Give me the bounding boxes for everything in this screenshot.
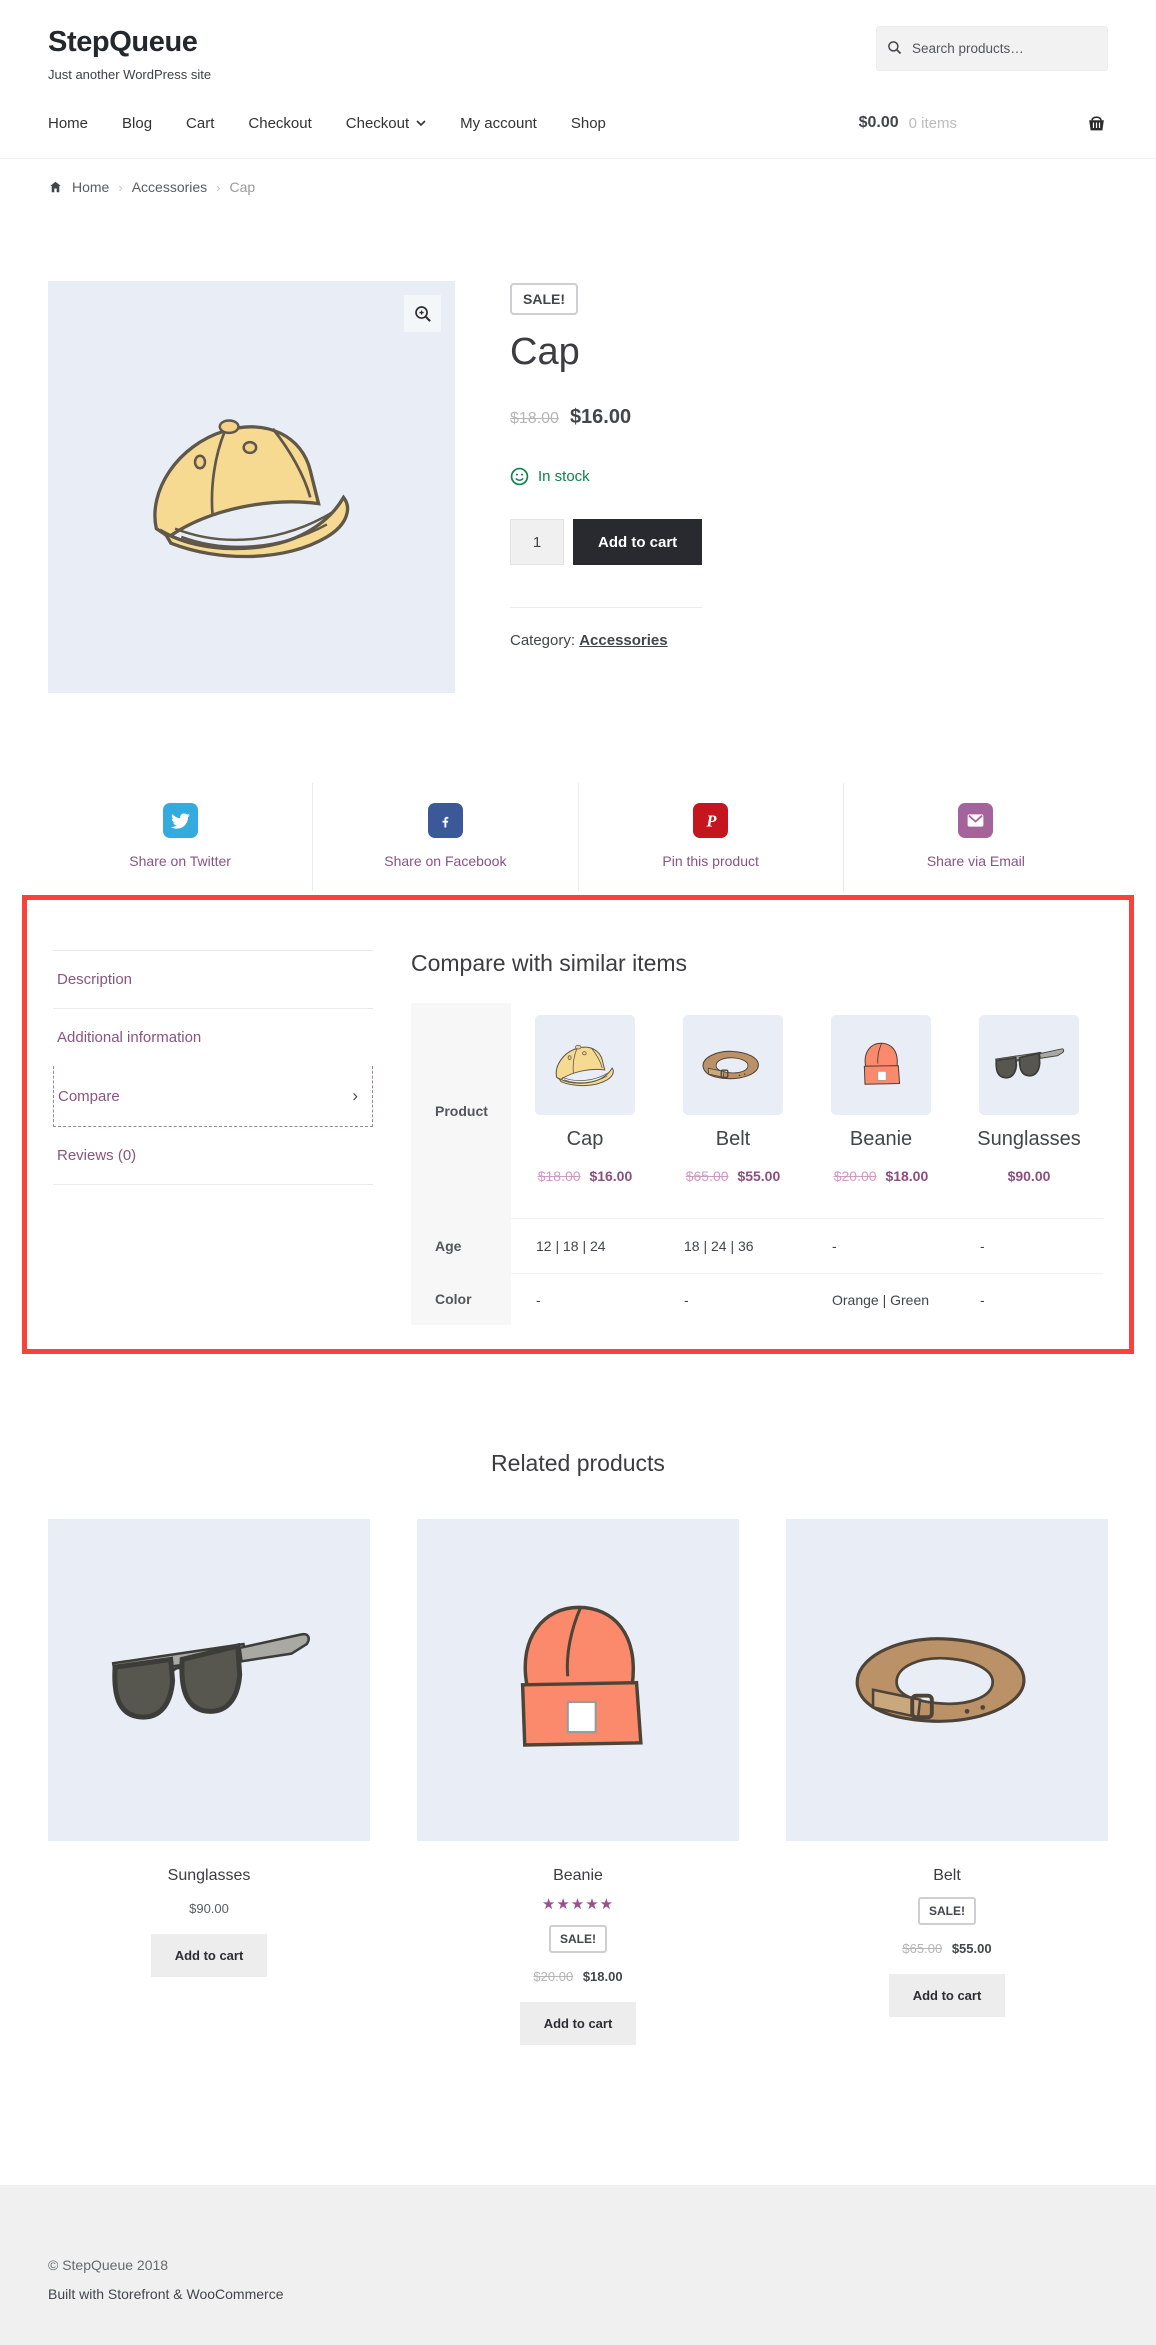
breadcrumb xyxy=(48,159,1108,215)
breadcrumb-separator: › xyxy=(118,179,123,195)
footer-credits: Built with Storefront & WooCommerce xyxy=(48,2286,284,2302)
footer-copyright: © StepQueue 2018 xyxy=(48,2257,169,2273)
nav-item-blog[interactable]: Blog xyxy=(122,114,153,132)
category-label: Category: xyxy=(510,632,576,649)
site-tagline: Just another WordPress site xyxy=(48,67,212,82)
compare-name-beanie[interactable]: Beanie xyxy=(849,1128,913,1150)
price-old: $65.00 xyxy=(902,1941,943,1956)
compare-price-beanie xyxy=(834,1168,929,1184)
belt-illustration xyxy=(694,1042,772,1088)
tab-compare-label: Compare xyxy=(58,1087,120,1105)
nav-item-checkout[interactable]: Checkout xyxy=(248,114,312,132)
beanie-illustration xyxy=(849,1033,913,1097)
compare-row-label-product: Product xyxy=(411,1003,511,1218)
related-title-beanie[interactable]: Beanie xyxy=(553,1867,603,1884)
breadcrumb-separator: › xyxy=(216,179,221,195)
site-header xyxy=(0,0,1156,159)
related-image-beanie[interactable] xyxy=(417,1519,739,1841)
compare-thumb-belt[interactable] xyxy=(683,1015,783,1115)
cart-basket-button[interactable] xyxy=(1085,112,1108,134)
related-image-sunglasses[interactable] xyxy=(48,1519,370,1841)
basket-icon xyxy=(1085,112,1108,134)
tab-compare[interactable] xyxy=(53,1066,373,1127)
tab-reviews[interactable]: Reviews (0) xyxy=(53,1127,373,1185)
related-card-beanie xyxy=(417,1519,739,2045)
price-new: $90.00 xyxy=(1007,1168,1051,1184)
compare-name-belt[interactable]: Belt xyxy=(715,1128,751,1150)
sale-badge: SALE! xyxy=(918,1897,976,1925)
compare-product-cap xyxy=(511,1003,659,1218)
related-card-belt xyxy=(786,1519,1108,2045)
share-pinterest-label: Pin this product xyxy=(662,853,759,869)
compare-price-sunglasses xyxy=(1008,1168,1051,1184)
pinterest-icon xyxy=(693,803,728,838)
sale-badge: SALE! xyxy=(510,283,578,315)
chevron-right-icon: › xyxy=(352,1086,358,1105)
product-section xyxy=(48,281,1108,693)
related-add-to-cart-sunglasses[interactable]: Add to cart xyxy=(151,1934,268,1977)
price-old: $65.00 xyxy=(685,1168,729,1184)
category-link[interactable]: Accessories xyxy=(579,632,668,649)
breadcrumb-current: Cap xyxy=(229,179,256,195)
related-image-belt[interactable] xyxy=(786,1519,1108,1841)
related-products-heading: Related products xyxy=(491,1450,665,1476)
share-twitter-button[interactable] xyxy=(48,783,312,891)
compare-panel xyxy=(373,950,1103,1325)
sunglasses-illustration xyxy=(989,1045,1069,1085)
compare-age-belt: 18 | 24 | 36 xyxy=(659,1218,807,1273)
product-image[interactable] xyxy=(48,281,455,693)
svg-text:P: P xyxy=(706,811,717,830)
compare-heading: Compare with similar items xyxy=(411,950,688,976)
chevron-down-icon xyxy=(416,120,426,127)
compare-product-sunglasses xyxy=(955,1003,1103,1218)
nav-item-home[interactable]: Home xyxy=(48,114,89,132)
add-to-cart-button[interactable]: Add to cart xyxy=(573,519,702,565)
share-twitter-label: Share on Twitter xyxy=(129,853,231,869)
price-old: $20.00 xyxy=(533,1969,574,1984)
related-add-to-cart-belt[interactable]: Add to cart xyxy=(889,1974,1006,2017)
compare-thumb-beanie[interactable] xyxy=(831,1015,931,1115)
price-new: $90.00 xyxy=(189,1901,229,1916)
compare-product-belt xyxy=(659,1003,807,1218)
twitter-icon xyxy=(163,803,198,838)
nav-item-my-account[interactable]: My account xyxy=(460,114,537,132)
price-new: $16.00 xyxy=(589,1168,633,1184)
tab-description[interactable]: Description xyxy=(53,950,373,1008)
related-price-belt xyxy=(786,1941,1108,1956)
zoom-in-icon xyxy=(413,304,432,323)
related-title-sunglasses[interactable]: Sunglasses xyxy=(167,1867,251,1884)
primary-navigation xyxy=(48,112,1108,158)
star-rating: ★★★★★ xyxy=(541,1896,615,1913)
tab-additional-information[interactable]: Additional information xyxy=(53,1008,373,1066)
email-envelope-icon xyxy=(958,803,993,838)
share-email-button[interactable] xyxy=(843,783,1108,891)
nav-item-shop[interactable]: Shop xyxy=(570,114,606,132)
smiley-icon xyxy=(510,467,529,486)
nav-item-checkout-dropdown-label: Checkout xyxy=(345,114,410,132)
compare-highlight-section xyxy=(22,895,1134,1354)
share-email-label: Share via Email xyxy=(926,853,1025,869)
sale-badge: SALE! xyxy=(549,1925,607,1953)
compare-row-label-color: Color xyxy=(411,1273,511,1325)
product-price xyxy=(510,406,702,429)
related-price-beanie xyxy=(417,1969,739,1984)
price-old: $18.00 xyxy=(537,1168,581,1184)
price-old: $20.00 xyxy=(833,1168,877,1184)
cart-summary[interactable] xyxy=(859,114,957,132)
related-card-sunglasses xyxy=(48,1519,370,2045)
facebook-icon xyxy=(428,803,463,838)
price-new: $18.00 xyxy=(582,1969,623,1984)
compare-thumb-cap[interactable] xyxy=(535,1015,635,1115)
share-pinterest-button[interactable] xyxy=(578,783,843,891)
related-price-sunglasses xyxy=(48,1901,370,1916)
nav-item-checkout-dropdown[interactable] xyxy=(346,115,426,132)
beanie-illustration xyxy=(471,1573,686,1788)
compare-age-sunglasses: - xyxy=(955,1218,1103,1273)
belt-illustration xyxy=(830,1610,1065,1750)
compare-age-cap: 12 | 18 | 24 xyxy=(511,1218,659,1273)
related-add-to-cart-beanie[interactable]: Add to cart xyxy=(520,2002,637,2045)
quantity-input[interactable] xyxy=(510,519,564,565)
compare-color-cap: - xyxy=(511,1273,659,1325)
price-new: $55.00 xyxy=(951,1941,992,1956)
image-zoom-button[interactable] xyxy=(404,295,441,332)
product-summary xyxy=(510,281,702,693)
product-tabs xyxy=(53,950,373,1325)
stock-status xyxy=(510,467,702,486)
share-row xyxy=(48,783,1108,891)
sunglasses-illustration xyxy=(94,1623,324,1738)
cap-illustration xyxy=(127,383,377,591)
compare-name-sunglasses[interactable]: Sunglasses xyxy=(977,1128,1081,1150)
compare-thumb-sunglasses[interactable] xyxy=(979,1015,1079,1115)
breadcrumb-home[interactable]: Home xyxy=(72,179,110,195)
site-title[interactable]: StepQueue xyxy=(48,26,198,58)
compare-age-beanie: - xyxy=(807,1218,955,1273)
compare-row-label-age: Age xyxy=(411,1218,511,1273)
nav-item-cart[interactable]: Cart xyxy=(186,114,215,132)
share-facebook-button[interactable] xyxy=(312,783,577,891)
cap-illustration xyxy=(548,1034,622,1096)
compare-name-cap[interactable]: Cap xyxy=(566,1128,604,1150)
compare-color-beanie: Orange | Green xyxy=(807,1273,955,1325)
search-box xyxy=(876,26,1108,71)
related-products-grid xyxy=(48,1519,1108,2045)
site-branding xyxy=(48,26,211,82)
price-new: $16.00 xyxy=(569,406,632,428)
compare-product-beanie xyxy=(807,1003,955,1218)
stock-status-label: In stock xyxy=(538,468,590,485)
product-meta xyxy=(510,607,702,649)
breadcrumb-accessories[interactable]: Accessories xyxy=(131,179,208,195)
compare-table xyxy=(411,1003,1103,1325)
compare-color-belt: - xyxy=(659,1273,807,1325)
search-input[interactable] xyxy=(876,26,1108,71)
share-facebook-label: Share on Facebook xyxy=(384,853,507,869)
compare-price-belt xyxy=(686,1168,781,1184)
product-title: Cap xyxy=(510,331,580,373)
related-title-belt[interactable]: Belt xyxy=(933,1867,961,1884)
search-icon xyxy=(887,40,902,59)
compare-color-sunglasses: - xyxy=(955,1273,1103,1325)
home-icon[interactable] xyxy=(48,180,63,194)
site-footer xyxy=(0,2185,1156,2345)
cart-count: 0 items xyxy=(908,114,957,132)
cart-total: $0.00 xyxy=(858,114,899,131)
compare-price-cap xyxy=(538,1168,633,1184)
price-new: $55.00 xyxy=(737,1168,781,1184)
price-old: $18.00 xyxy=(510,410,559,427)
add-to-cart-form xyxy=(510,519,702,565)
price-new: $18.00 xyxy=(885,1168,929,1184)
